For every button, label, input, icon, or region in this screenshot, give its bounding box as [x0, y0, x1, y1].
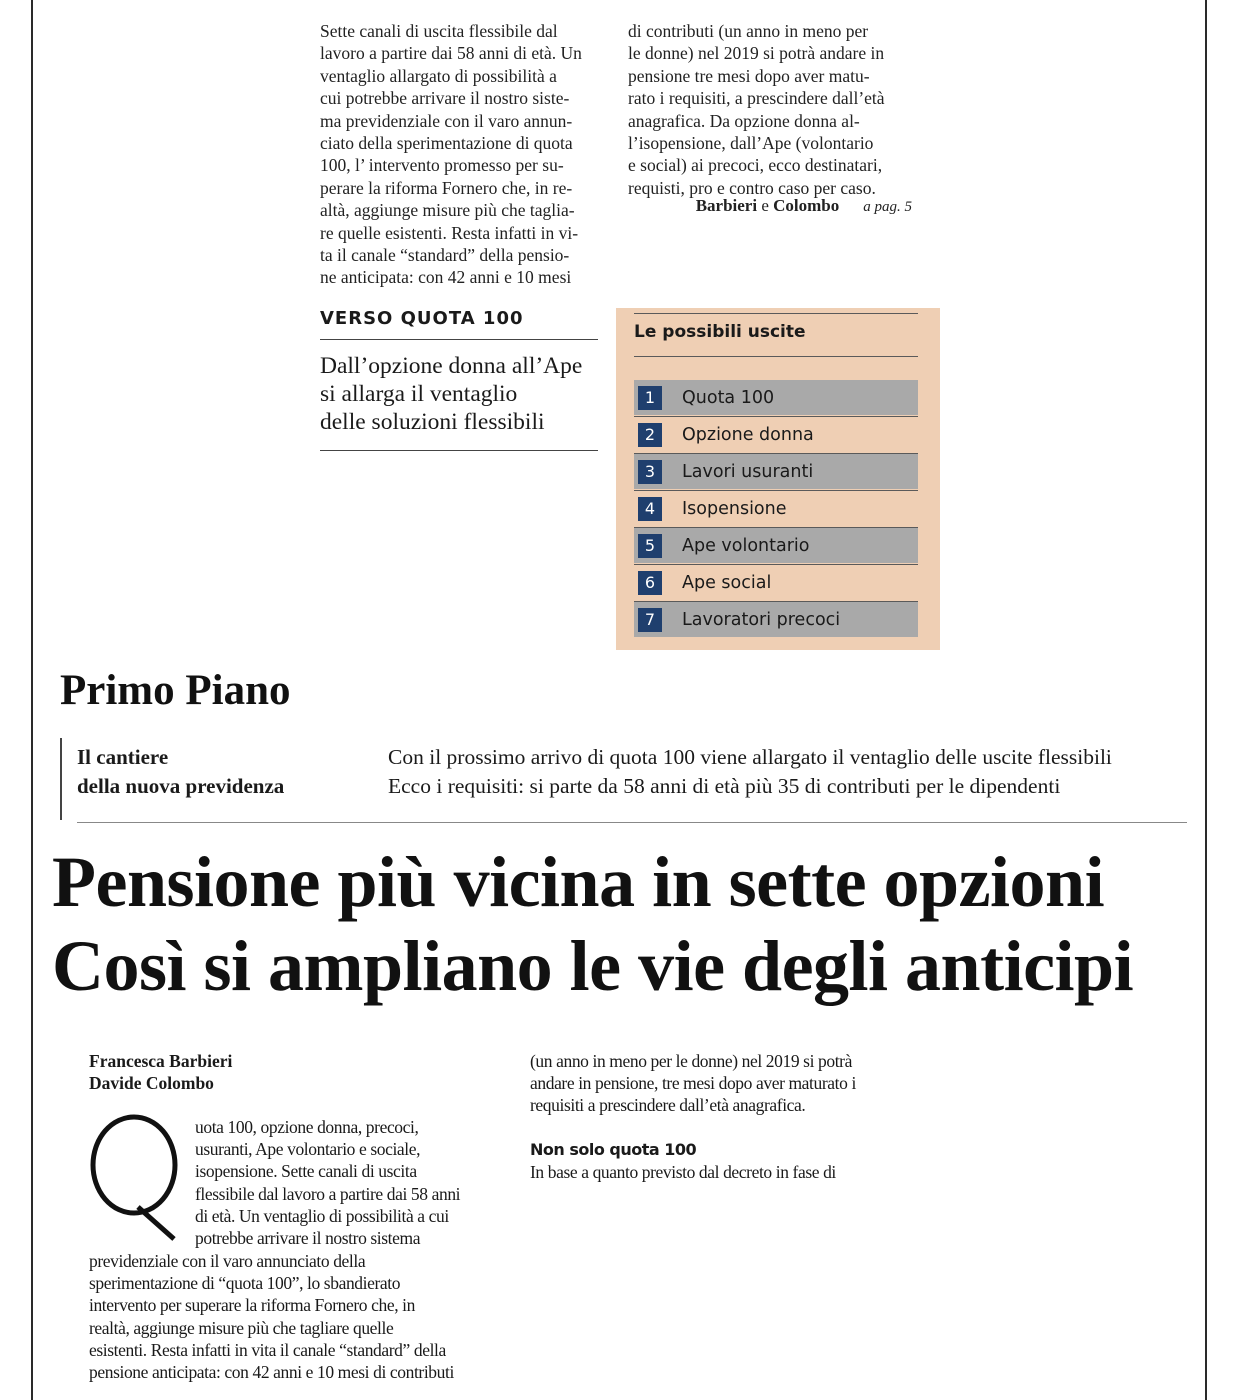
teaser-subhead: Dall’opzione donna all’Ape si allarga il ventaglio delle soluzioni flessibili: [320, 353, 583, 435]
article-column-1: previdenziale con il varo annunciato della sperimentazione di “quota 100”, lo sbandierato intervento per superare la riforma Fornero che, in realtà, aggiunge misure più che tagliare quelle esistenti. Resta infatti in vita il canale “standard” della pensione anticipata: con 42 anni e 10 mesi di contributi: [89, 1251, 454, 1383]
option-item: [634, 380, 918, 415]
right-margin-line: [1205, 0, 1207, 1400]
subhead-rule: [320, 450, 598, 451]
option-number: 3: [638, 460, 662, 484]
option-number: 5: [638, 534, 662, 558]
section-label: Il cantiere della nuova previdenza: [77, 745, 285, 798]
author-name: Barbieri: [695, 196, 758, 215]
article-minihead: Non solo quota 100: [530, 1140, 697, 1159]
option-label: Ape volontario: [682, 535, 810, 556]
option-item: [634, 454, 918, 489]
headline: Pensione più vicina in sette opzioni Così si ampliano le vie degli anticipi: [52, 842, 1134, 1006]
drop-cap-q-icon: [88, 1113, 188, 1241]
section-label-bar: [60, 738, 62, 820]
box-top-rule: [634, 313, 918, 314]
byline-conjunction: e: [761, 196, 769, 215]
section-rule: [77, 822, 1187, 823]
option-item: [634, 528, 918, 563]
option-item: [634, 417, 918, 452]
option-number: 4: [638, 497, 662, 521]
article-authors: Francesca Barbieri Davide Colombo: [89, 1051, 233, 1093]
option-number: 7: [638, 608, 662, 632]
author-name: Colombo: [773, 196, 840, 215]
teaser-byline: [628, 196, 912, 216]
option-number: 1: [638, 386, 662, 410]
option-item: [634, 565, 918, 600]
option-item: [634, 491, 918, 526]
teaser-column-1: Sette canali di uscita flessibile dal lavoro a partire dai 58 anni di età. Un ventaglio allargato di possibilità a cui potrebbe arrivare il nostro siste- ma previdenziale con il varo annun- ciato della sperimentazione di quota 100, l’ intervento promesso per su- perare la riforma Fornero che, in re- altà, aggiunge misure più che taglia- re quelle esistenti. Resta infatti in vi- ta il canale “standard” della pensio- ne anticipata: con 42 anni e 10 mesi: [320, 21, 582, 288]
option-label: Lavori usuranti: [682, 461, 814, 482]
option-label: Quota 100: [682, 387, 775, 408]
box-title-rule: [634, 356, 918, 357]
option-label: Lavoratori precoci: [682, 609, 841, 630]
left-margin-line: [31, 0, 33, 1400]
section-title: Primo Piano: [60, 667, 291, 714]
option-number: 2: [638, 423, 662, 447]
article-column-2-continued: In base a quanto previsto dal decreto in fase di: [530, 1162, 836, 1182]
options-box-title: Le possibili uscite: [634, 322, 806, 342]
page-reference[interactable]: a pag. 5: [863, 199, 912, 215]
option-item: [634, 602, 918, 637]
option-number: 6: [638, 571, 662, 595]
teaser-column-2: di contributi (un anno in meno per le donne) nel 2019 si potrà andare in pensione tre mesi dopo aver matu- rato i requisiti, a prescindere dall’età anagrafica. Da opzione donna al- l’isopensione, dall’Ape (volontario e social) ai precoci, ecco destinatari, requisti, pro e contro caso per caso.: [628, 21, 885, 198]
article-column-1-indented: uota 100, opzione donna, precoci, usuranti, Ape volontario e sociale, isopensione. Sette canali di uscita flessibile dal lavoro a partire dai 58 anni di età. Un ventaglio di possibilità a cui potrebbe arrivare il nostro sistema: [195, 1117, 461, 1249]
kicker: VERSO QUOTA 100: [320, 308, 524, 329]
kicker-rule: [320, 339, 598, 340]
option-label: Isopensione: [682, 498, 787, 519]
article-column-2: (un anno in meno per le donne) nel 2019 si potrà andare in pensione, tre mesi dopo aver maturato i requisiti a prescindere dall’età anagrafica.: [530, 1051, 856, 1116]
section-deck: Con il prossimo arrivo di quota 100 viene allargato il ventaglio delle uscite flessibili Ecco i requisiti: si parte da 58 anni di età più 35 di contributi per le dipendenti: [388, 745, 1112, 798]
options-box: [616, 308, 940, 650]
option-label: Ape social: [682, 572, 772, 593]
option-label: Opzione donna: [682, 424, 814, 445]
